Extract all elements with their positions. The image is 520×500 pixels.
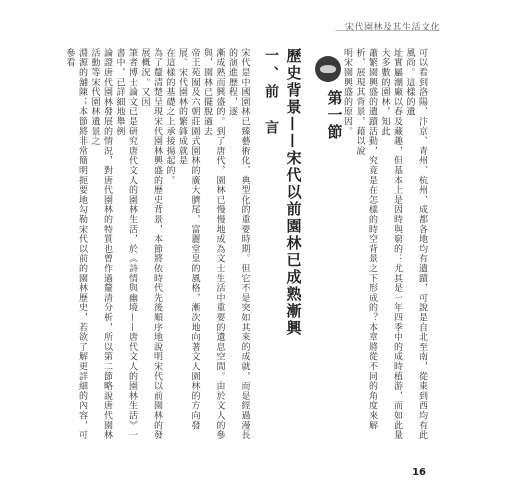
- section-heading: [315, 56, 344, 448]
- section-title: 歷史背景——宋代以前園林已成熟漸興: [284, 48, 303, 337]
- vertical-text-block: [64, 48, 428, 448]
- body-line-4: 在這樣的基礎之上承接揚起的。: [164, 48, 175, 186]
- body-line-7: 論證唐代園林發展的情況，對唐代園林的特質也曾作過釐清分析，所以第二節略說唐代園林活動等宋代園林遺景之: [89, 48, 112, 440]
- body-line-1: 宋代是中國園林已臻藝術化、典型化的重要時期。但它不是突如其來的成就，而是經過漫長的演進歷程，逐: [227, 48, 250, 440]
- intro-line-1: 可以看到洛陽、汴京、青州、杭州、成都各地均有遺蹟，可說是自北至南，從東到西均有此風尚。這樣的遺: [404, 48, 427, 440]
- body-line-8: 淵源的舖陳；本節將非常簡明扼要地勾勒宋代以前的園林歷史，若欲了解更詳細的內容，可參看: [64, 48, 87, 440]
- section-number: 第一節: [325, 89, 344, 141]
- intro-line-4: 明宋園興盛的原因。: [342, 48, 352, 137]
- body-line-5: 為了釐清楚呈現宋代園林興盛的歷史背景，本節將依時代先後順序地說明宋代以前園林的發展概況。又因: [139, 48, 162, 440]
- subsection-heading: 一、前 言: [263, 48, 279, 138]
- intro-line-2: 址實屬潮廠以春及藏趣，但基本上是因時與窮的：尤其是一年四季中的成時植游，而如此量大多數的園林，知此: [379, 48, 402, 440]
- body-line-6: 筆者博士論文已是研究唐代文人的園林生活，於《詩情與幽境——唐代文人的園林生活》一書中，已詳細地舉例: [114, 48, 137, 440]
- running-header: 宋代園林及其生活文化: [344, 23, 440, 33]
- section-emblem-icon: [315, 56, 341, 82]
- intro-line-3: 蕭繁園興盛的遺蹟活動，究竟是在怎樣的時空背景之下形成的？本章將從不同的角度來解析，展現其背景，藉以說: [354, 48, 377, 431]
- header-rule: [335, 30, 435, 31]
- body-line-2: 漸成熟而興盛的。到了唐代，園林已慢慢地成為文士生活中重要的遺息空間。由於文人的參與，園林已擺脫過去: [202, 48, 225, 440]
- body-line-3: 帝王苑囿及六朝莊園式園林的廣大臍尾，富麗堂皇的風格，漸次地向著文人園林的方向發展。宋代園林的繁鋒成就是: [177, 48, 200, 431]
- page-number: 16: [412, 467, 426, 478]
